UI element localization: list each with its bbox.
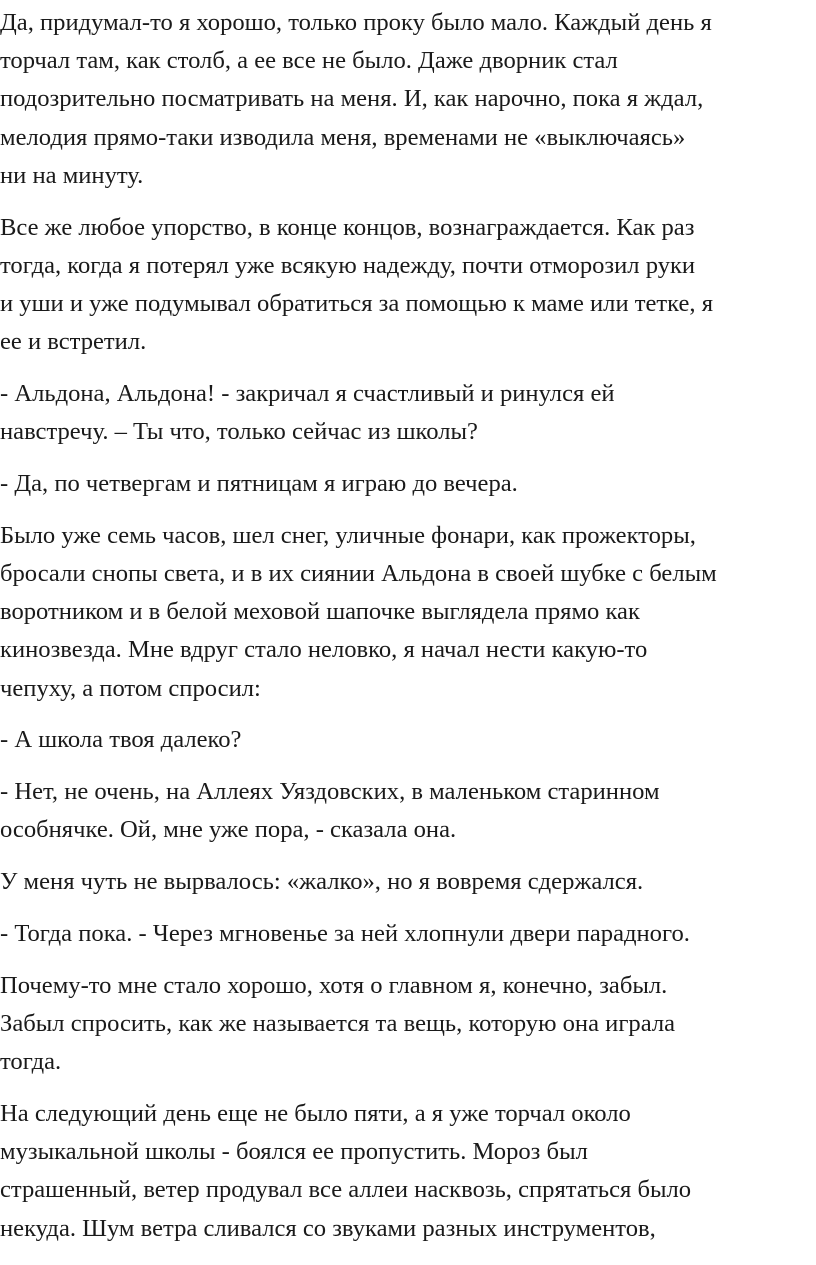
paragraph-10: [0, 967, 816, 1082]
text-line: некуда. Шум ветра сливался со звуками разных инструментов,: [0, 1214, 656, 1242]
text-line: У меня чуть не вырвалось: «жалко», но я вовремя сдержался.: [0, 868, 644, 896]
text-line: мелодия прямо-таки изводила меня, временами не «выключаясь»: [0, 123, 686, 151]
text-line: и уши и уже подумывал обратиться за помощью к маме или тетке, я: [0, 290, 714, 318]
text-line: - Да, по четвергам и пятницам я играю до вечера.: [0, 470, 518, 498]
paragraph-3: [0, 375, 816, 451]
text-line: Да, придумал-то я хорошо, только проку было мало. Каждый день я: [0, 9, 712, 36]
text-line: ее и встретил.: [0, 328, 147, 356]
text-line: Было уже семь часов, шел снег, уличные фонари, как прожекторы,: [0, 521, 696, 549]
text-line: - Нет, не очень, на Аллеях Уяздовских, в маленьком старинном: [0, 778, 660, 806]
paragraph-11: [0, 1095, 816, 1248]
paragraph-5: [0, 517, 816, 708]
text-line: Все же любое упорство, в конце концов, вознаграждается. Как раз: [0, 213, 695, 241]
paragraph-2: [0, 209, 816, 362]
text-line: ни на минуту.: [0, 161, 144, 189]
text-line: навстречу. – Ты что, только сейчас из школы?: [0, 418, 478, 446]
text-line: бросали снопы света, и в их сиянии Альдона в своей шубке с белым: [0, 560, 717, 588]
text-line: чепуху, а потом спросил:: [0, 674, 261, 702]
text-line: - Тогда пока. - Через мгновенье за ней хлопнули двери парадного.: [0, 920, 690, 948]
text-line: торчал там, как столб, а ее все не было. Даже дворник стал: [0, 47, 618, 75]
paragraph-9: [0, 915, 816, 953]
paragraph-8: [0, 863, 816, 901]
text-line: страшенный, ветер продувал все аллеи насквозь, спрятаться было: [0, 1176, 692, 1204]
text-line: особнячке. Ой, мне уже пора, - сказала она.: [0, 816, 457, 844]
text-line: подозрительно посматривать на меня. И, как нарочно, пока я ждал,: [0, 85, 704, 113]
text-line: тогда.: [0, 1048, 62, 1076]
text-line: - А школа твоя далеко?: [0, 726, 242, 754]
paragraph-1: [0, 4, 816, 195]
text-line: воротником и в белой меховой шапочке выглядела прямо как: [0, 598, 640, 626]
paragraph-7: [0, 773, 816, 849]
text-line: тогда, когда я потерял уже всякую надежду, почти отморозил руки: [0, 251, 696, 279]
text-line: - Альдона, Альдона! - закричал я счастливый и ринулся ей: [0, 380, 615, 408]
paragraph-4: [0, 465, 816, 503]
text-line: На следующий день еще не было пяти, а я уже торчал около: [0, 1100, 631, 1128]
paragraph-6: [0, 721, 816, 759]
text-line: музыкальной школы - боялся ее пропустить. Мороз был: [0, 1138, 588, 1166]
text-line: кинозвезда. Мне вдруг стало неловко, я начал нести какую-то: [0, 636, 648, 664]
text-line: Забыл спросить, как же называется та вещь, которую она играла: [0, 1010, 676, 1038]
text-line: Почему-то мне стало хорошо, хотя о главном я, конечно, забыл.: [0, 971, 668, 999]
